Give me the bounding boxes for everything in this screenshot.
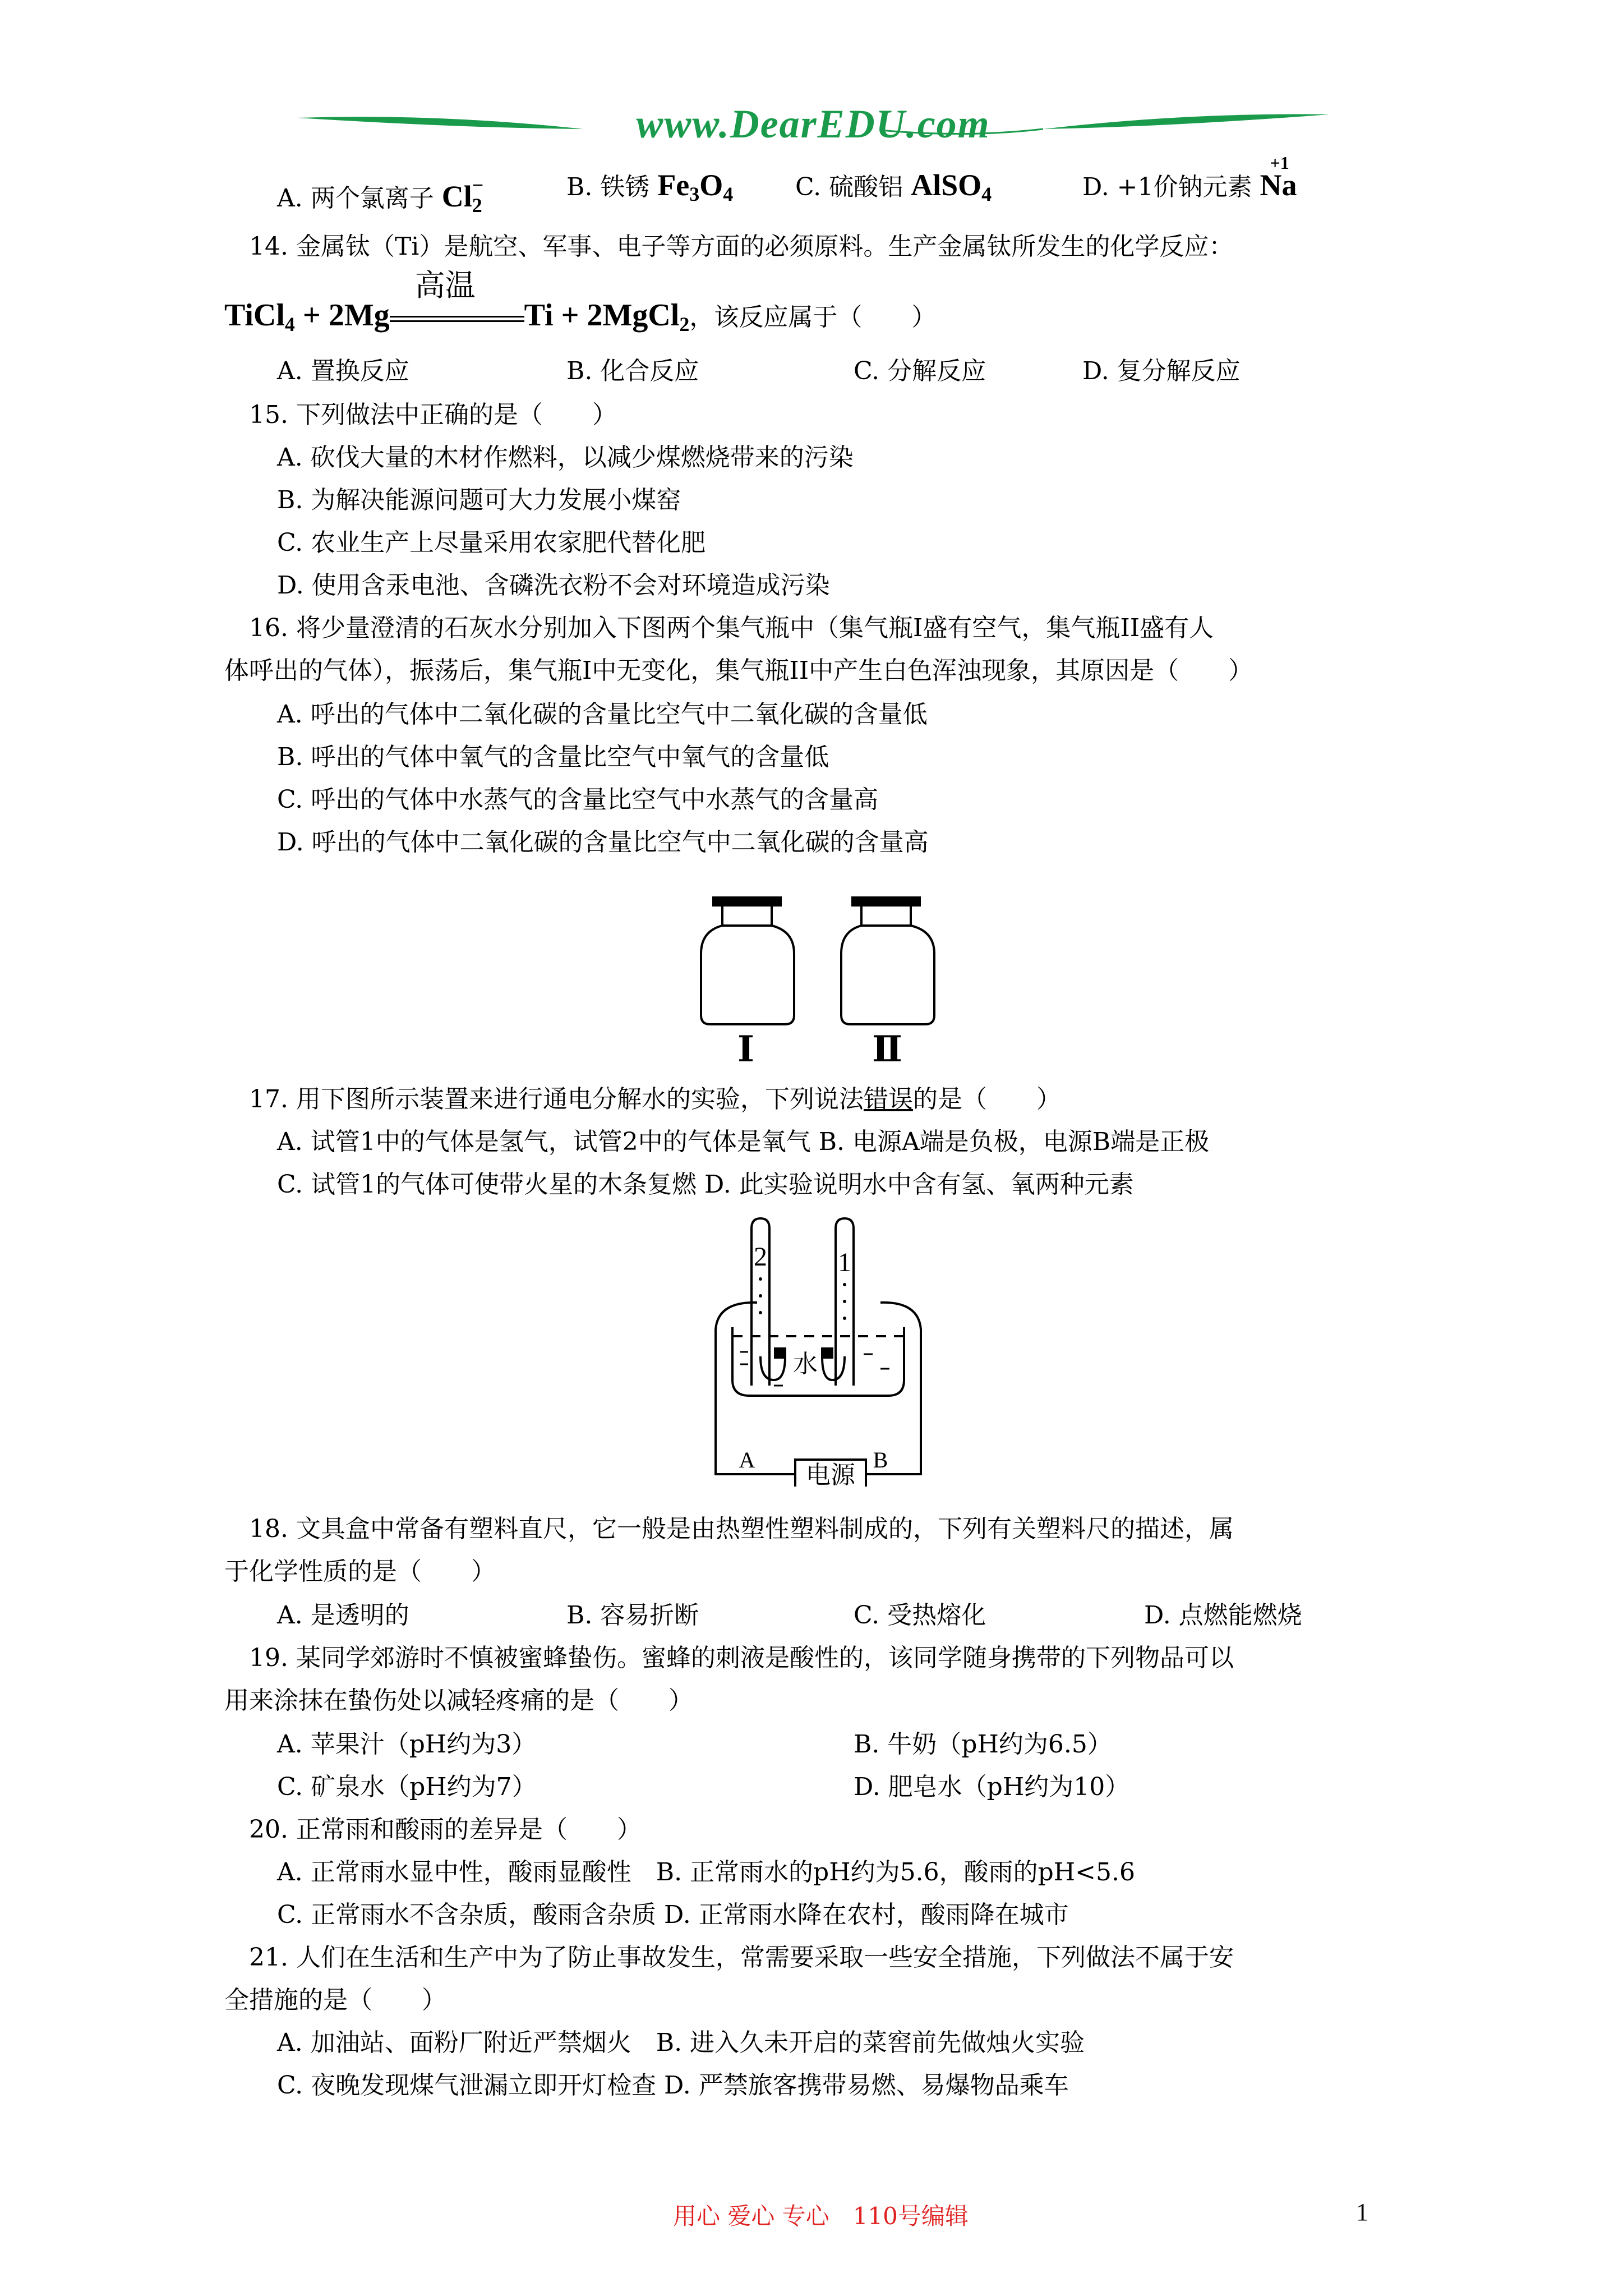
q17-stem: 17. 用下图所示装置来进行通电分解水的实验，下列说法错误的是（ ） <box>249 1085 1061 1114</box>
q16-stem-line2: 体呼出的气体），振荡后，集气瓶Ⅰ中无变化，集气瓶II中产生白色浑浊现象，其原因是（ ） <box>224 656 1253 685</box>
header-site-title: www.DearEDU.com <box>636 102 990 146</box>
q21-stem-line2: 全措施的是（ ） <box>224 1986 446 2014</box>
q19-option-a: A. 苹果汁（pH约为3） <box>277 1730 537 1759</box>
q21-options-row2: C. 夜晚发现煤气泄漏立即开灯检查 D. 严禁旅客携带易燃、易爆物品乘车 <box>277 2071 1069 2100</box>
q14-option-a: A. 置换反应 <box>277 357 409 385</box>
q19-stem-line1: 19. 某同学郊游时不慎被蜜蜂蛰伤。蜜蜂的刺液是酸性的，该同学随身携带的下列物品可以 <box>249 1644 1234 1672</box>
electrolysis-figure <box>695 1217 942 1487</box>
tube-2-label: 2 <box>754 1242 767 1272</box>
q14-condition: 高温 <box>414 267 476 303</box>
q20-stem: 20. 正常雨和酸雨的差异是（ ） <box>249 1815 642 1844</box>
q14-option-c: C. 分解反应 <box>854 357 986 385</box>
q13-option-d: D. +1价钠元素 Na +1 <box>1082 153 1297 202</box>
q21-stem-line1: 21. 人们在生活和生产中为了防止事故发生，常需要采取一些安全措施，下列做法不属于安 <box>249 1943 1234 1972</box>
gas-bottle-i <box>701 898 794 1024</box>
water-label: 水 <box>793 1350 818 1378</box>
page-header <box>292 95 1335 157</box>
q17-options-row1: A. 试管1中的气体是氢气，试管2中的气体是氧气 B. 电源A端是负极，电源B端是正极 <box>277 1128 1210 1156</box>
q13-option-c: C. 硫酸铝 AlSO$_4$ <box>795 168 992 205</box>
q20-options-row2: C. 正常雨水不含杂质，酸雨含杂质 D. 正常雨水降在农村，酸雨降在城市 <box>277 1901 1069 1929</box>
q15-option-d: D. 使用含汞电池、含磷洗衣粉不会对环境造成污染 <box>277 571 830 600</box>
power-source-label: 电源 <box>806 1461 855 1487</box>
q19-stem-line2: 用来涂抹在蛰伤处以减轻疼痛的是（ ） <box>224 1686 693 1715</box>
q16-option-c: C. 呼出的气体中水蒸气的含量比空气中水蒸气的含量高 <box>277 785 879 814</box>
q15-stem: 15. 下列做法中正确的是（ ） <box>249 401 617 429</box>
gas-bottle-ii <box>841 898 934 1024</box>
footer-editor-note: 用心 爱心 专心 110号编辑 <box>673 2202 969 2230</box>
q20-options-row1: A. 正常雨水显中性，酸雨显酸性 B. 正常雨水的pH约为5.6，酸雨的pH<5.6 <box>277 1858 1135 1887</box>
q14-option-b: B. 化合反应 <box>566 357 699 385</box>
terminal-b-label: B <box>873 1447 888 1473</box>
q18-option-a: A. 是透明的 <box>277 1601 409 1630</box>
q16-option-a: A. 呼出的气体中二氧化碳的含量比空气中二氧化碳的含量低 <box>277 700 928 729</box>
q13-option-b: B. 铁锈 $Fe_3O_4$ <box>566 168 734 205</box>
q18-stem-line1: 18. 文具盒中常备有塑料直尺，它一般是由热塑性塑料制成的，下列有关塑料尺的描述，属 <box>249 1515 1234 1543</box>
q17-options-row2: C. 试管1的气体可使带火星的木条复燃 D. 此实验说明水中含有氢、氧两种元素 <box>277 1170 1134 1199</box>
q15-option-a: A. 砍伐大量的木材作燃料，以减少煤燃烧带来的污染 <box>277 443 854 472</box>
q15-option-b: B. 为解决能源问题可大力发展小煤窑 <box>277 486 681 514</box>
q19-option-b: B. 牛奶（pH约为6.5） <box>854 1730 1112 1759</box>
q14-equation: TiCl$_4$ + 2Mg 高温 Ti + 2MgCl$_2$，该反应属于（ ） <box>224 267 937 335</box>
page-number: 1 <box>1356 2198 1368 2226</box>
q18-option-c: C. 受热熔化 <box>854 1601 986 1630</box>
q16-option-d: D. 呼出的气体中二氧化碳的含量比空气中二氧化碳的含量高 <box>277 828 929 857</box>
q16-option-b: B. 呼出的气体中氧气的含量比空气中氧气的含量低 <box>277 743 829 771</box>
q18-stem-line2: 于化学性质的是（ ） <box>224 1557 496 1586</box>
tube-1-label: 1 <box>838 1248 851 1277</box>
q16-stem-line1: 16. 将少量澄清的石灰水分别加入下图两个集气瓶中（集气瓶Ⅰ盛有空气，集气瓶II盛有人 <box>249 614 1214 642</box>
q19-option-d: D. 肥皂水（pH约为10） <box>854 1773 1130 1801</box>
gas-bottles-figure <box>690 892 959 1066</box>
q18-option-b: B. 容易折断 <box>566 1601 699 1630</box>
bottle-label-ii: Ⅱ <box>872 1029 902 1066</box>
q14-stem: 14. 金属钛（Ti）是航空、军事、电子等方面的必须原料。生产金属钛所发生的化学反应： <box>249 232 1234 261</box>
q15-option-c: C. 农业生产上尽量采用农家肥代替化肥 <box>277 528 706 557</box>
q18-option-d: D. 点燃能燃烧 <box>1144 1601 1302 1630</box>
terminal-a-label: A <box>739 1447 755 1473</box>
q21-options-row1: A. 加油站、面粉厂附近严禁烟火 B. 进入久未开启的菜窖前先做烛火实验 <box>277 2028 1085 2057</box>
q19-option-c: C. 矿泉水（pH约为7） <box>277 1773 537 1801</box>
q13-option-a: A. 两个氯离子 $Cl_2^-$ <box>277 174 484 217</box>
bottle-label-i: Ⅰ <box>737 1029 754 1066</box>
q14-option-d: D. 复分解反应 <box>1082 357 1241 385</box>
